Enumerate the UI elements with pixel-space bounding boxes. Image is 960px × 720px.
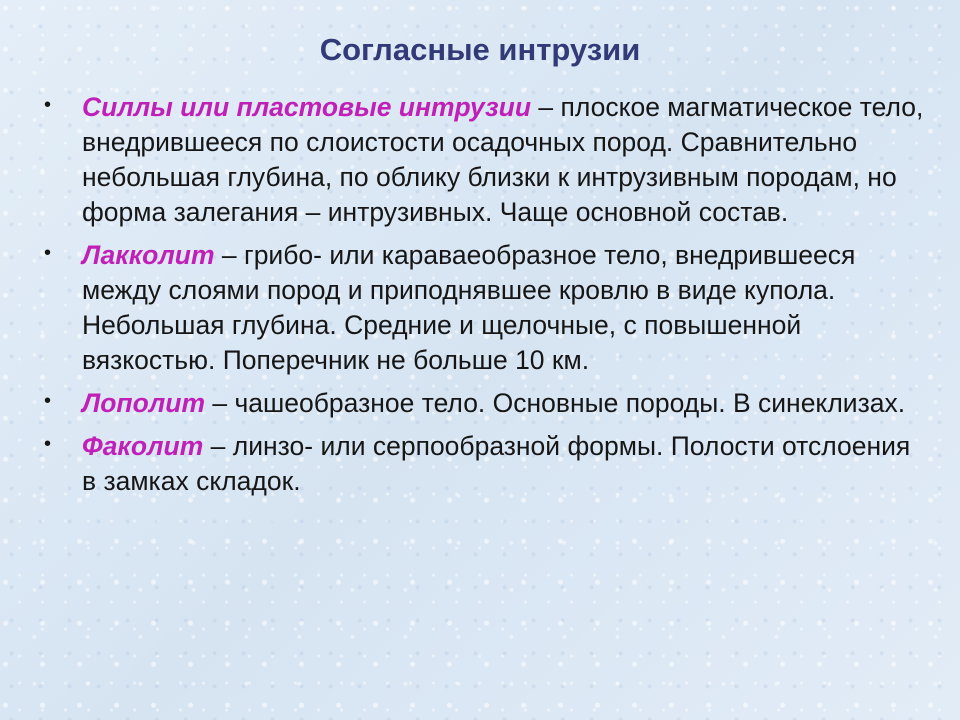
bullet-dot-icon: • [44, 242, 52, 264]
bullet-item-phacolith [44, 429, 924, 499]
bullet-dot-icon: • [44, 94, 52, 116]
term-label: Силлы или пластовые интрузии [82, 92, 532, 122]
definition-text: – плоское магматическое тело, внедрившееся по слоистости осадочных пород. Сравнительно небольшая глубина, по облику близки к интрузивным породам, но форма залегания – интрузивных. Чаще основной состав. [82, 92, 924, 227]
term-label: Лакколит [82, 240, 215, 270]
bullet-dot-icon: • [44, 390, 52, 412]
bullet-item-sills [44, 90, 924, 230]
bullet-item-lopolith [44, 386, 924, 421]
bullet-dot-icon: • [44, 433, 52, 455]
term-label: Факолит [82, 431, 204, 461]
definition-text: – чашеобразное тело. Основные породы. В синеклизах. [205, 388, 906, 418]
definition-text: – линзо- или серпообразной формы. Полости отслоения в замках складок. [82, 431, 911, 496]
bullet-list [44, 90, 924, 507]
definition-text: – грибо- или караваеобразное тело, внедрившееся между слоями пород и приподнявшее кровлю в виде купола. Небольшая глубина. Средние и щелочные, с повышенной вязкостью. Поперечник не больше 10 км. [82, 240, 856, 375]
bullet-item-laccolith [44, 238, 924, 378]
term-label: Лополит [82, 388, 206, 418]
slide-title: Согласные интрузии [319, 32, 641, 67]
